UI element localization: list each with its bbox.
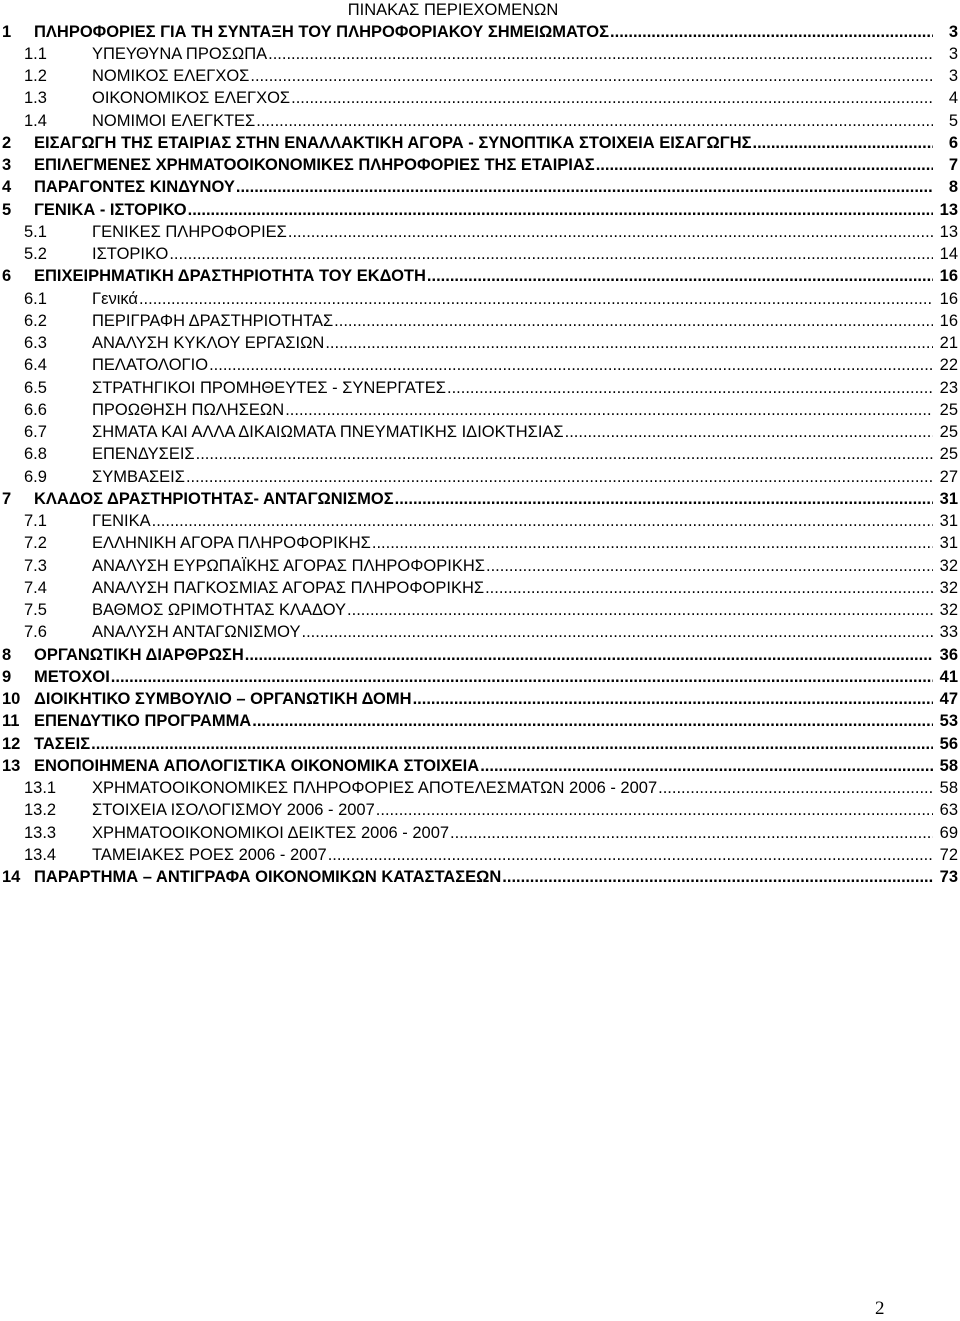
dot-leader	[169, 244, 933, 264]
toc-entry[interactable]	[0, 711, 960, 733]
toc-entry-number: 13.2	[24, 801, 57, 820]
dot-leader	[753, 133, 933, 153]
toc-entry-title: ΝΟΜΙΚΟΣ ΕΛΕΓΧΟΣ	[92, 67, 250, 85]
toc-entry-page: 8	[948, 178, 958, 197]
dot-leader	[236, 177, 933, 197]
toc-entry-title: ΑΝΑΛΥΣΗ ΠΑΓΚΟΣΜΙΑΣ ΑΓΟΡΑΣ ΠΛΗΡΟΦΟΡΙΚΗΣ	[92, 578, 485, 597]
dot-leader	[610, 22, 933, 42]
toc-entry-title: ΓΕΝΙΚΑ - ΙΣΤΟΡΙΚΟ	[34, 200, 187, 219]
toc-entry-title: ΟΡΓΑΝΩΤΙΚΗ ΔΙΑΡΘΡΩΣΗ	[34, 645, 244, 664]
dot-leader	[256, 111, 933, 131]
toc-entry-page: 27	[939, 467, 958, 486]
toc-entry-title: ΔΙΟΙΚΗΤΙΚΟ ΣΥΜΒΟΥΛΙΟ – ΟΡΓΑΝΩΤΙΚΗ ΔΟΜΗ	[34, 690, 412, 708]
dot-leader	[485, 578, 933, 598]
toc-entry-page: 16	[939, 289, 958, 308]
toc-entry-title: ΠΛΗΡΟΦΟΡΙΕΣ ΓΙΑ ΤΗ ΣΥΝΤΑΞΗ ΤΟΥ ΠΛΗΡΟΦΟΡΙΑΚΟΥ ΣΗΜΕΙΩΜΑΤΟΣ	[34, 22, 610, 41]
toc-entry-number: 7.4	[24, 578, 47, 597]
toc-entry-title: ΓΕΝΙΚΑ	[92, 512, 151, 530]
toc-entry[interactable]	[0, 578, 960, 600]
toc-entry-page: 47	[939, 690, 958, 708]
toc-entry-number: 7.3	[24, 556, 47, 575]
toc-entry-page: 3	[948, 44, 958, 63]
toc-entry-title: ΕΝΟΠΟΙΗΜΕΝΑ ΑΠΟΛΟΓΙΣΤΙΚΑ ΟΙΚΟΝΟΜΙΚΑ ΣΤΟΙΧΕΙΑ	[34, 756, 480, 775]
toc-entry[interactable]	[0, 333, 960, 355]
toc-entry-page: 73	[939, 868, 958, 886]
toc-entry[interactable]	[0, 400, 960, 422]
dot-leader	[427, 266, 933, 286]
toc-entry-number: 13.3	[24, 823, 57, 842]
toc-entry[interactable]	[0, 22, 960, 44]
toc-entry-title: ΕΠΙΛΕΓΜΕΝΕΣ ΧΡΗΜΑΤΟΟΙΚΟΝΟΜΙΚΕΣ ΠΛΗΡΟΦΟΡΙΕΣ ΤΗΣ ΕΤΑΙΡΙΑΣ	[34, 156, 595, 174]
toc-entry-number: 1.3	[24, 89, 47, 108]
toc-entry[interactable]	[0, 867, 960, 889]
toc-entry-title: ΒΑΘΜΟΣ ΩΡΙΜΟΤΗΤΑΣ ΚΛΑΔΟΥ	[92, 601, 347, 619]
toc-entry[interactable]	[0, 88, 960, 110]
toc-entry-title: ΕΠΕΝΔΥΤΙΚΟ ΠΡΟΓΡΑΜΜΑ	[34, 712, 252, 731]
toc-entry-title: ΠΕΛΑΤΟΛΟΓΙΟ	[92, 356, 209, 375]
dot-leader	[596, 155, 933, 175]
toc-entry[interactable]	[0, 289, 960, 311]
toc-entry[interactable]	[0, 756, 960, 778]
toc-entry-title: ΝΟΜΙΜΟΙ ΕΛΕΓΚΤΕΣ	[92, 111, 256, 130]
dot-leader	[139, 289, 933, 309]
toc-entry-number: 6	[2, 267, 12, 286]
toc-entry-title: ΣΤΡΑΤΗΓΙΚΟΙ ΠΡΟΜΗΘΕΥΤΕΣ - ΣΥΝΕΡΓΑΤΕΣ	[92, 378, 446, 397]
toc-entry-number: 7.1	[24, 512, 47, 530]
toc-entry-number: 7	[2, 489, 12, 508]
toc-entry[interactable]	[0, 600, 960, 622]
toc-entry[interactable]	[0, 155, 960, 177]
toc-entry-title: ΣΗΜΑΤΑ ΚΑΙ ΑΛΛΑ ΔΙΚΑΙΩΜΑΤΑ ΠΝΕΥΜΑΤΙΚΗΣ ΙΔΙΟΚΤΗΣΙΑΣ	[92, 423, 564, 441]
table-of-contents	[0, 22, 960, 890]
dot-leader	[334, 311, 933, 331]
dot-leader	[196, 444, 933, 464]
toc-entry-number: 1.4	[24, 111, 47, 130]
toc-entry-title: ΣΥΜΒΑΣΕΙΣ	[92, 467, 185, 486]
toc-entry-title: ΙΣΤΟΡΙΚΟ	[92, 245, 169, 263]
toc-entry-number: 14	[2, 868, 21, 886]
dot-leader	[502, 867, 933, 887]
toc-entry[interactable]	[0, 244, 960, 266]
toc-entry-number: 13.1	[24, 779, 57, 797]
toc-entry-number: 8	[2, 645, 12, 664]
toc-entry-title: ΓΕΝΙΚΕΣ ΠΛΗΡΟΦΟΡΙΕΣ	[92, 222, 287, 241]
toc-entry-page: 32	[939, 578, 958, 597]
toc-entry-title: ΚΛΑΔΟΣ ΔΡΑΣΤΗΡΙΟΤΗΤΑΣ- ΑΝΤΑΓΩΝΙΣΜΟΣ	[34, 489, 394, 508]
toc-entry-page: 41	[939, 667, 958, 686]
dot-leader	[447, 378, 933, 398]
page-number: 2	[875, 1298, 885, 1319]
toc-entry[interactable]	[0, 222, 960, 244]
toc-entry-title: Γενικά	[92, 289, 138, 308]
toc-title: ΠΙΝΑΚΑΣ ΠΕΡΙΕΧΟΜΕΝΩΝ	[347, 1, 559, 19]
dot-leader	[372, 533, 933, 553]
toc-entry-page: 4	[948, 89, 958, 108]
toc-entry-page: 16	[939, 311, 958, 330]
toc-entry-page: 22	[939, 356, 958, 375]
toc-entry-number: 6.7	[24, 423, 47, 441]
toc-entry[interactable]	[0, 378, 960, 400]
toc-entry-number: 3	[2, 156, 12, 174]
dot-leader	[376, 800, 933, 820]
toc-entry-title: ΑΝΑΛΥΣΗ ΚΥΚΛΟΥ ΕΡΓΑΣΙΩΝ	[92, 334, 325, 352]
toc-entry-page: 14	[939, 245, 958, 263]
dot-leader	[152, 511, 933, 531]
toc-entry[interactable]	[0, 823, 960, 845]
toc-entry-page: 16	[939, 267, 958, 286]
dot-leader	[486, 556, 933, 576]
dot-leader	[413, 689, 933, 709]
toc-entry-title: ΣΤΟΙΧΕΙΑ ΙΣΟΛΟΓΙΣΜΟΥ 2006 - 2007	[92, 801, 375, 820]
toc-entry-page: 25	[939, 445, 958, 464]
dot-leader	[91, 734, 933, 754]
toc-entry-title: ΟΙΚΟΝΟΜΙΚΟΣ ΕΛΕΓΧΟΣ	[92, 89, 291, 108]
toc-entry-number: 6.5	[24, 378, 47, 397]
toc-entry-number: 6.9	[24, 467, 47, 486]
dot-leader	[285, 400, 933, 420]
toc-entry-number: 1.1	[24, 44, 47, 63]
toc-entry-page: 63	[939, 801, 958, 820]
toc-entry-page: 56	[939, 734, 958, 753]
toc-entry-page: 32	[939, 601, 958, 619]
toc-entry-page: 23	[939, 378, 958, 397]
dot-leader	[450, 823, 933, 843]
toc-entry[interactable]	[0, 177, 960, 199]
dot-leader	[188, 200, 933, 220]
dot-leader	[288, 222, 933, 242]
toc-entry[interactable]	[0, 422, 960, 444]
toc-entry-title: ΑΝΑΛΥΣΗ ΕΥΡΩΠΑΪΚΗΣ ΑΓΟΡΑΣ ΠΛΗΡΟΦΟΡΙΚΗΣ	[92, 556, 485, 575]
toc-entry-number: 9	[2, 667, 12, 686]
toc-entry-number: 1.2	[24, 67, 47, 85]
toc-entry-page: 6	[948, 133, 958, 152]
toc-entry[interactable]	[0, 622, 960, 644]
toc-entry[interactable]	[0, 311, 960, 333]
toc-entry-title: ΠΑΡΑΓΟΝΤΕΣ ΚΙΝΔΥΝΟΥ	[34, 178, 235, 197]
toc-entry-number: 13.4	[24, 845, 57, 864]
toc-entry-page: 36	[939, 645, 958, 664]
toc-entry-title: ΕΠΕΝΔΥΣΕΙΣ	[92, 445, 195, 464]
dot-leader	[565, 422, 933, 442]
dot-leader	[268, 44, 933, 64]
toc-entry[interactable]	[0, 533, 960, 555]
toc-entry[interactable]	[0, 444, 960, 466]
toc-entry-number: 5.1	[24, 222, 47, 241]
toc-entry-title: ΤΑΜΕΙΑΚΕΣ ΡΟΕΣ 2006 - 2007	[92, 845, 327, 864]
toc-entry-number: 5	[2, 200, 12, 219]
dot-leader	[328, 845, 933, 865]
toc-entry-page: 32	[939, 556, 958, 575]
toc-entry[interactable]	[0, 734, 960, 756]
toc-entry-page: 58	[939, 779, 958, 797]
dot-leader	[209, 355, 933, 375]
dot-leader	[325, 333, 933, 353]
toc-entry[interactable]	[0, 511, 960, 533]
toc-entry-title: ΠΡΟΩΘΗΣΗ ΠΩΛΗΣΕΩΝ	[92, 400, 285, 419]
dot-leader	[111, 667, 933, 687]
toc-entry[interactable]	[0, 489, 960, 511]
toc-entry[interactable]	[0, 66, 960, 88]
toc-entry-page: 25	[939, 400, 958, 419]
toc-entry-title: ΥΠΕΥΘΥΝΑ ΠΡΟΣΩΠΑ	[92, 44, 268, 63]
toc-entry[interactable]	[0, 689, 960, 711]
toc-entry[interactable]	[0, 800, 960, 822]
toc-entry[interactable]	[0, 133, 960, 155]
toc-entry-title: ΜΕΤΟΧΟΙ	[34, 667, 110, 686]
toc-entry-number: 6.3	[24, 334, 47, 352]
toc-entry[interactable]	[0, 667, 960, 689]
toc-entry-number: 7.5	[24, 601, 47, 619]
toc-entry-page: 33	[939, 623, 958, 642]
toc-entry-title: ΧΡΗΜΑΤΟΟΙΚΟΝΟΜΙΚΕΣ ΠΛΗΡΟΦΟΡΙΕΣ ΑΠΟΤΕΛΕΣΜΑΤΩΝ 2006 - 2007	[92, 779, 658, 797]
toc-entry-title: ΧΡΗΜΑΤΟΟΙΚΟΝΟΜΙΚΟΙ ΔΕΙΚΤΕΣ 2006 - 2007	[92, 823, 450, 842]
toc-entry-number: 12	[2, 734, 21, 753]
toc-entry-number: 4	[2, 178, 12, 197]
toc-entry-page: 69	[939, 823, 958, 842]
toc-entry-page: 31	[939, 512, 958, 530]
toc-entry-page: 72	[939, 845, 958, 864]
toc-entry-title: ΠΑΡΑΡΤΗΜΑ – ΑΝΤΙΓΡΑΦΑ ΟΙΚΟΝΟΜΙΚΩΝ ΚΑΤΑΣΤΑΣΕΩΝ	[34, 868, 502, 886]
toc-entry-number: 6.2	[24, 311, 47, 330]
toc-entry-number: 13	[2, 756, 21, 775]
toc-entry-page: 13	[939, 222, 958, 241]
toc-entry-title: ΤΑΣΕΙΣ	[34, 734, 91, 753]
toc-entry-number: 6.8	[24, 445, 47, 464]
dot-leader	[250, 66, 933, 86]
toc-entry-page: 25	[939, 423, 958, 441]
toc-entry[interactable]	[0, 355, 960, 377]
toc-entry-page: 7	[948, 156, 958, 174]
dot-leader	[252, 711, 933, 731]
toc-entry-number: 1	[2, 22, 12, 41]
toc-entry-number: 10	[2, 690, 21, 708]
toc-entry-page: 13	[939, 200, 958, 219]
toc-entry[interactable]	[0, 467, 960, 489]
toc-entry[interactable]	[0, 200, 960, 222]
dot-leader	[480, 756, 933, 776]
toc-entry-page: 31	[939, 489, 958, 508]
toc-entry-page: 5	[948, 111, 958, 130]
toc-entry[interactable]	[0, 556, 960, 578]
toc-entry-number: 11	[2, 712, 20, 731]
toc-entry[interactable]	[0, 645, 960, 667]
toc-entry-page: 3	[948, 67, 958, 85]
toc-entry-number: 6.4	[24, 356, 47, 375]
toc-entry-title: ΕΙΣΑΓΩΓΗ ΤΗΣ ΕΤΑΙΡΙΑΣ ΣΤΗΝ ΕΝΑΛΛΑΚΤΙΚΗ ΑΓΟΡΑ - ΣΥΝΟΠΤΙΚΑ ΣΤΟΙΧΕΙΑ ΕΙΣΑΓΩΓΗΣ	[34, 133, 752, 152]
toc-entry-title: ΑΝΑΛΥΣΗ ΑΝΤΑΓΩΝΙΣΜΟΥ	[92, 623, 301, 642]
toc-entry-title: ΕΛΛΗΝΙΚΗ ΑΓΟΡΑ ΠΛΗΡΟΦΟΡΙΚΗΣ	[92, 534, 371, 553]
toc-entry[interactable]	[0, 111, 960, 133]
dot-leader	[186, 467, 933, 487]
toc-entry-number: 2	[2, 133, 12, 152]
toc-entry-page: 21	[939, 334, 958, 352]
dot-leader	[347, 600, 933, 620]
dot-leader	[395, 489, 933, 509]
toc-entry-number: 5.2	[24, 245, 47, 263]
toc-entry-title: ΠΕΡΙΓΡΑΦΗ ΔΡΑΣΤΗΡΙΟΤΗΤΑΣ	[92, 311, 334, 330]
toc-entry[interactable]	[0, 778, 960, 800]
toc-entry[interactable]	[0, 266, 960, 288]
toc-entry[interactable]	[0, 44, 960, 66]
toc-entry-number: 7.2	[24, 534, 47, 553]
toc-entry-page: 31	[939, 534, 958, 553]
toc-entry-number: 6.6	[24, 400, 47, 419]
dot-leader	[658, 778, 933, 798]
toc-entry-page: 53	[939, 712, 958, 731]
toc-entry-page: 58	[939, 756, 958, 775]
toc-entry-number: 6.1	[24, 289, 47, 308]
dot-leader	[245, 645, 933, 665]
toc-entry[interactable]	[0, 845, 960, 867]
toc-entry-page: 3	[948, 22, 958, 41]
dot-leader	[301, 622, 933, 642]
toc-entry-number: 7.6	[24, 623, 47, 642]
dot-leader	[291, 88, 933, 108]
toc-entry-title: ΕΠΙΧΕΙΡΗΜΑΤΙΚΗ ΔΡΑΣΤΗΡΙΟΤΗΤΑ ΤΟΥ ΕΚΔΟΤΗ	[34, 267, 426, 286]
